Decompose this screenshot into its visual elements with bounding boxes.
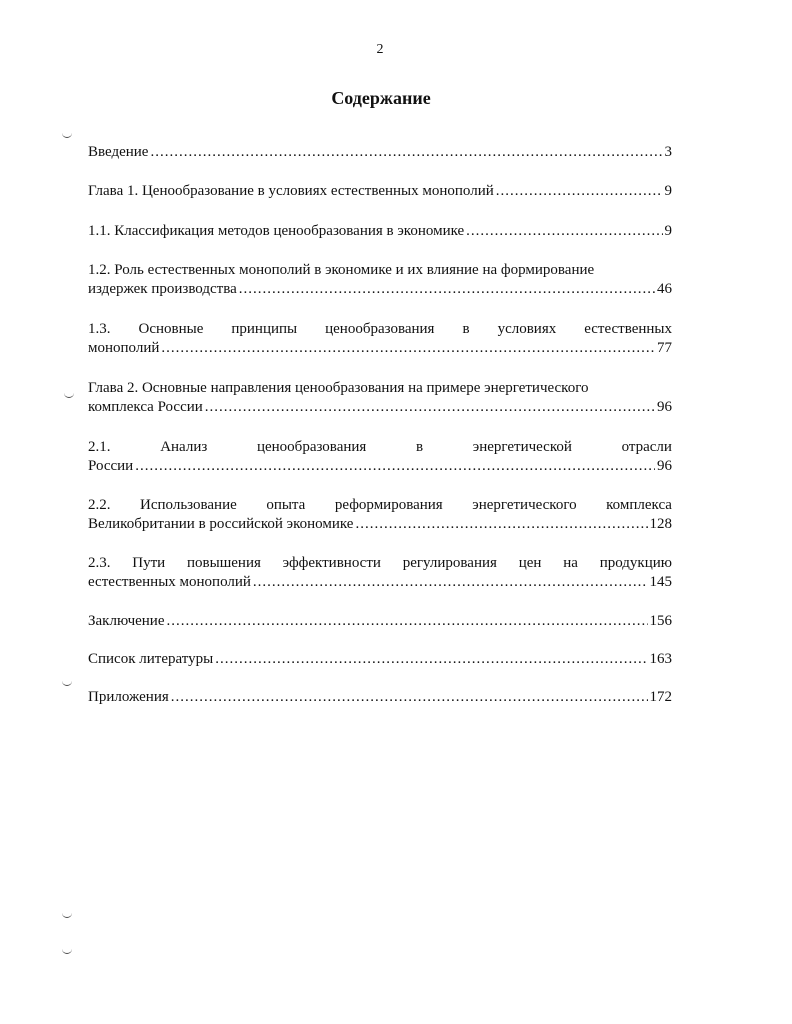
toc-word: в — [462, 321, 470, 337]
toc-entry-title: комплекса России — [88, 399, 203, 415]
toc-word: условиях — [497, 321, 557, 337]
toc-word: Основные — [138, 321, 204, 337]
toc-line — [88, 650, 672, 669]
toc-page-number: 3 — [664, 144, 672, 160]
toc-word: комплекса — [606, 497, 672, 513]
toc-page-number: 128 — [649, 516, 672, 532]
toc-word: на — [563, 555, 578, 571]
toc-entry — [88, 650, 672, 669]
toc-page-number: 9 — [664, 183, 672, 199]
dot-leader — [171, 688, 648, 707]
dot-leader — [161, 339, 655, 358]
toc-line — [88, 182, 672, 201]
toc-page-number: 156 — [649, 613, 672, 629]
toc-word: естественных — [584, 321, 672, 337]
toc-page-number: 77 — [657, 340, 672, 356]
toc-entry — [88, 261, 672, 299]
toc-page-number: 9 — [664, 223, 672, 239]
toc-line — [88, 688, 672, 707]
toc-page-number: 96 — [657, 399, 672, 415]
toc-line — [88, 398, 672, 417]
toc-page-number: 46 — [657, 281, 672, 297]
toc-entry-title: России — [88, 458, 134, 474]
dot-leader — [355, 515, 647, 534]
toc-entry-title: Список литературы — [88, 651, 214, 667]
scan-mark — [62, 912, 72, 918]
dot-leader — [253, 573, 648, 592]
toc-word: Использование — [140, 497, 237, 513]
page-number: 2 — [376, 42, 384, 57]
toc-entry — [88, 320, 672, 358]
toc-word: отрасли — [621, 439, 672, 455]
toc-word: энергетической — [472, 439, 572, 455]
page-title: Содержание — [331, 88, 431, 108]
dot-leader — [150, 143, 662, 162]
dot-leader — [205, 398, 655, 417]
toc-word: продукцию — [599, 555, 672, 571]
toc-line — [88, 612, 672, 631]
toc-word: 2.1. — [88, 439, 111, 455]
toc-page-number: 172 — [649, 689, 672, 705]
toc-entry-title: Глава 1. Ценообразование в условиях естественных монополий — [88, 183, 494, 199]
toc-line — [88, 222, 672, 241]
toc-page-number: 96 — [657, 458, 672, 474]
scan-mark — [62, 680, 72, 686]
toc-line — [88, 280, 672, 299]
dot-leader — [466, 222, 662, 241]
toc-line — [88, 438, 672, 457]
toc-line — [88, 261, 672, 280]
toc-word: принципы — [231, 321, 298, 337]
toc-word: ценообразования — [256, 439, 367, 455]
toc-entry-title: Введение — [88, 144, 149, 160]
toc-word: в — [416, 439, 424, 455]
dot-leader — [167, 612, 648, 631]
toc-entry-title: Заключение — [88, 613, 165, 629]
scan-mark — [62, 132, 72, 138]
toc-entry — [88, 688, 672, 707]
toc-line — [88, 554, 672, 573]
toc-word: цен — [518, 555, 542, 571]
toc-entry-title: 1.2. Роль естественных монополий в экономике и их влияние на формирование — [88, 262, 595, 278]
toc-entry-title: издержек производства — [88, 281, 237, 297]
scan-mark — [62, 948, 72, 954]
toc-entry-title: Приложения — [88, 689, 169, 705]
toc-entry — [88, 554, 672, 592]
toc-entry-title: естественных монополий — [88, 574, 251, 590]
toc-entry — [88, 496, 672, 534]
toc-word: 1.3. — [88, 321, 111, 337]
toc-entry — [88, 379, 672, 417]
toc-word: опыта — [266, 497, 306, 513]
toc-line — [88, 457, 672, 476]
toc-entry — [88, 143, 672, 162]
toc-entry-title: Глава 2. Основные направления ценообразования на примере энергетического — [88, 380, 589, 396]
toc-page-number: 145 — [649, 574, 672, 590]
toc-entry — [88, 438, 672, 476]
dot-leader — [215, 650, 647, 669]
scan-mark — [64, 392, 74, 398]
toc-entry — [88, 182, 672, 201]
toc-line — [88, 143, 672, 162]
toc-entry — [88, 612, 672, 631]
toc-entry-title: Великобритании в российской экономике — [88, 516, 354, 532]
toc-word: 2.2. — [88, 497, 111, 513]
toc-line — [88, 496, 672, 515]
toc-line — [88, 379, 672, 398]
toc-line — [88, 320, 672, 339]
toc-entry-title: 1.1. Классификация методов ценообразования в экономике — [88, 223, 465, 239]
toc-word: регулирования — [402, 555, 497, 571]
dot-leader — [239, 280, 655, 299]
toc-word: Анализ — [160, 439, 208, 455]
toc-word: реформирования — [334, 497, 443, 513]
toc-word: повышения — [187, 555, 261, 571]
toc-word: эффективности — [282, 555, 381, 571]
toc-page-number: 163 — [649, 651, 672, 667]
dot-leader — [496, 182, 663, 201]
toc-line — [88, 573, 672, 592]
toc-line — [88, 339, 672, 358]
toc-line — [88, 515, 672, 534]
toc-entry — [88, 222, 672, 241]
dot-leader — [135, 457, 655, 476]
toc-word: энергетического — [472, 497, 577, 513]
toc-word: Пути — [132, 555, 166, 571]
toc-word: ценообразования — [325, 321, 435, 337]
toc-entry-title: монополий — [88, 340, 160, 356]
toc-word: 2.3. — [88, 555, 111, 571]
